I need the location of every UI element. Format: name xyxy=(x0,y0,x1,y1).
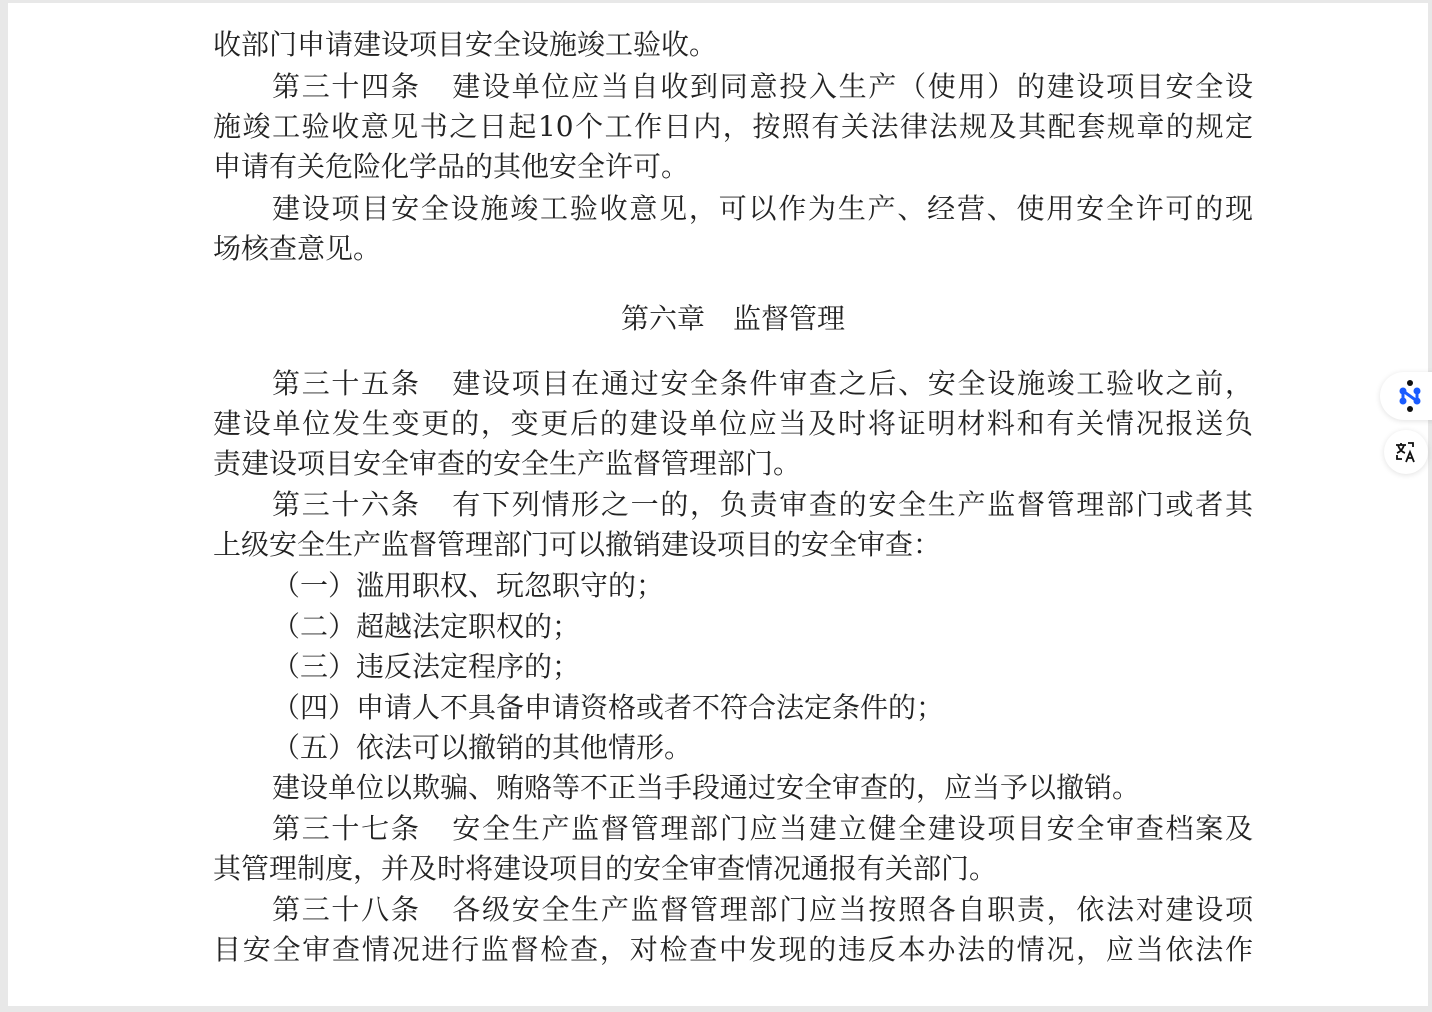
chapter-heading xyxy=(213,299,1253,339)
text-line xyxy=(272,728,1253,768)
chapter-number: 第六章 xyxy=(620,302,705,335)
article-line xyxy=(272,364,1253,404)
line-text: 申请有关危险化学品的其他安全许可。 xyxy=(213,150,690,183)
line-text: 场核查意见。 xyxy=(213,232,382,265)
text-line xyxy=(213,444,1253,484)
ai-graph-icon xyxy=(1395,379,1425,413)
text-line xyxy=(213,147,1253,187)
translate-button[interactable] xyxy=(1384,430,1428,474)
text-line xyxy=(213,930,1253,970)
article-number: 第三十五条 xyxy=(272,367,421,400)
line-text: 收部门申请建设项目安全设施竣工验收。 xyxy=(213,28,718,61)
chapter-title: 监督管理 xyxy=(733,302,846,335)
translate-icon xyxy=(1394,440,1418,464)
line-text: （五）依法可以撤销的其他情形。 xyxy=(272,731,693,764)
line-text: 施竣工验收意见书之日起10个工作日内，按照有关法律法规及其配套规章的规定 xyxy=(213,110,1253,143)
article-line xyxy=(272,485,1253,525)
text-line xyxy=(272,189,1253,229)
text-line xyxy=(213,525,1253,565)
text-line xyxy=(213,849,1253,889)
line-text: （一）滥用职权、玩忽职守的； xyxy=(272,569,665,602)
article-number: 第三十七条 xyxy=(272,812,421,845)
line-text: 建设项目安全设施竣工验收意见，可以作为生产、经营、使用安全许可的现 xyxy=(272,192,1253,225)
text-line xyxy=(213,25,1253,65)
document-page xyxy=(8,3,1428,1006)
line-text: 其管理制度，并及时将建设项目的安全审查情况通报有关部门。 xyxy=(213,852,998,885)
text-line xyxy=(272,607,1253,647)
article-line xyxy=(272,809,1253,849)
line-text: （三）违反法定程序的； xyxy=(272,650,581,683)
text-line xyxy=(213,229,1253,269)
text-line xyxy=(272,566,1253,606)
line-text: 安全生产监督管理部门应当建立健全建设项目安全审查档案及 xyxy=(450,812,1253,845)
line-text: 建设单位发生变更的，变更后的建设单位应当及时将证明材料和有关情况报送负 xyxy=(213,407,1253,440)
line-text: 建设单位应当自收到同意投入生产（使用）的建设项目安全设 xyxy=(450,70,1253,103)
article-line xyxy=(272,890,1253,930)
text-line xyxy=(272,768,1253,808)
line-text: 目安全审查情况进行监督检查，对检查中发现的违反本办法的情况，应当依法作 xyxy=(213,933,1253,966)
text-line xyxy=(272,647,1253,687)
line-text: （二）超越法定职权的； xyxy=(272,610,581,643)
line-text: 建设项目在通过安全条件审查之后、安全设施竣工验收之前， xyxy=(450,367,1253,400)
text-line xyxy=(213,404,1253,444)
ai-assistant-button[interactable] xyxy=(1380,372,1432,420)
article-number: 第三十八条 xyxy=(272,893,421,926)
article-number: 第三十六条 xyxy=(272,488,421,521)
line-text: 建设单位以欺骗、贿赂等不正当手段通过安全审查的，应当予以撤销。 xyxy=(272,771,1141,804)
article-line xyxy=(272,67,1253,107)
line-text: 上级安全生产监督管理部门可以撤销建设项目的安全审查： xyxy=(213,528,942,561)
line-text: 各级安全生产监督管理部门应当按照各自职责，依法对建设项 xyxy=(450,893,1253,926)
text-line xyxy=(213,107,1253,147)
article-number: 第三十四条 xyxy=(272,70,421,103)
line-text: 责建设项目安全审查的安全生产监督管理部门。 xyxy=(213,447,802,480)
line-text: （四）申请人不具备申请资格或者不符合法定条件的； xyxy=(272,691,945,724)
line-text: 有下列情形之一的，负责审查的安全生产监督管理部门或者其 xyxy=(450,488,1253,521)
text-line xyxy=(272,688,1253,728)
